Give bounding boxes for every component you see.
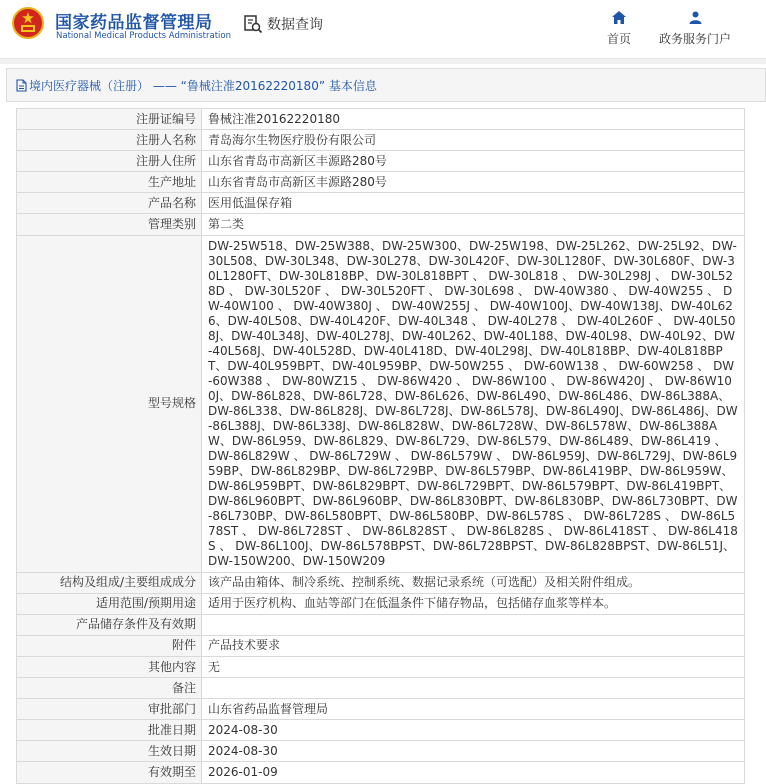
- field-label: 注册人住所: [17, 151, 202, 172]
- table-row: [17, 678, 745, 699]
- field-value: [202, 614, 745, 635]
- breadcrumb: [6, 68, 766, 102]
- table-row: [17, 720, 745, 741]
- table-row: [17, 741, 745, 762]
- field-value: 产品技术要求: [202, 635, 745, 656]
- nav-service-portal[interactable]: [656, 9, 734, 47]
- document-icon: [16, 79, 27, 92]
- table-row: [17, 635, 745, 656]
- data-query-label: 数据查询: [267, 17, 323, 33]
- field-label: 附件: [17, 635, 202, 656]
- data-query-link[interactable]: [243, 14, 323, 34]
- table-row: [17, 572, 745, 593]
- field-label: 适用范围/预期用途: [17, 593, 202, 614]
- table-row: [17, 614, 745, 635]
- field-value: 该产品由箱体、制冷系统、控制系统、数据记录系统（可选配）及相关附件组成。: [202, 572, 745, 593]
- table-row: [17, 193, 745, 214]
- field-label: 生产地址: [17, 172, 202, 193]
- field-value: 2026-01-09: [202, 762, 745, 783]
- field-label: 生效日期: [17, 741, 202, 762]
- field-label: 其他内容: [17, 656, 202, 677]
- national-emblem-icon[interactable]: [12, 6, 44, 40]
- field-label: 有效期至: [17, 762, 202, 783]
- home-icon: [612, 11, 626, 24]
- field-label: 型号规格: [17, 235, 202, 572]
- field-value: 医用低温保存箱: [202, 193, 745, 214]
- field-label: 注册证编号: [17, 109, 202, 130]
- field-value: 适用于医疗机构、血站等部门在低温条件下储存物品，包括储存血浆等样本。: [202, 593, 745, 614]
- table-row: [17, 235, 745, 572]
- field-value: 第二类: [202, 214, 745, 235]
- field-label: 注册人名称: [17, 130, 202, 151]
- nav-portal-label: 政务服务门户: [658, 32, 731, 46]
- field-value: 山东省药品监督管理局: [202, 699, 745, 720]
- field-label: 结构及组成/主要组成成分: [17, 572, 202, 593]
- field-label: 管理类别: [17, 214, 202, 235]
- field-label: 批准日期: [17, 720, 202, 741]
- field-value: 2024-08-30: [202, 720, 745, 741]
- table-row: [17, 130, 745, 151]
- field-value: 鲁械注准20162220180: [202, 109, 745, 130]
- device-info-table: [16, 108, 745, 784]
- model-spec-value: DW-25W518、DW-25W388、DW-25W300、DW-25W198、DW-25L262、DW-25L92、DW-30L508、DW-30L348、DW-30L278、DW-30L420F、DW-30L1280F、DW-30L680F、DW-30L1280FT、DW-30L818BP、DW-30L818BPT 、 DW-30L818 、 DW-30L298J 、 DW-30L528D 、 DW-30L520F 、 DW-30L520FT 、 DW-30L698 、 DW-40W380 、 DW-40W255 、 DW-40W100 、 DW-40W380J 、 DW-40W255J 、 DW-40W100J、DW-40W138J、DW-40L626、DW-40L508、DW-40L420F、DW-40L348 、 DW-40L278 、 DW-40L260F 、 DW-40L508J、DW-40L348J、DW-40L278J、DW-40L262、DW-40L188、DW-40L98、DW-40L92、DW-40L568J、DW-40L528D、DW-40L418D、DW-40L298J、DW-40L818BP、DW-40L818BPT、DW-40L959BPT、DW-40L959BP、DW-50W255 、 DW-60W138 、 DW-60W258 、 DW-60W388 、 DW-80WZ15 、 DW-86W420 、 DW-86W100 、 DW-86W420J 、 DW-86W100J、DW-86L828、DW-86L728、DW-86L626、DW-86L490、DW-86L486、DW-86L388A、DW-86L338、DW-86L828J、DW-86L728J、DW-86L578J、DW-86L490J、DW-86L486J、DW-86L388J、DW-86L338J、DW-86L828W、DW-86L728W、DW-86L578W、DW-86L388AW、DW-86L959、DW-86L829、DW-86L729、DW-86L579、DW-86L489、DW-86L419 、 DW-86L829W 、 DW-86L729W 、 DW-86L579W 、 DW-86L959J、DW-86L729J、DW-86L959BP、DW-86L829BP、DW-86L729BP、DW-86L579BP、DW-86L419BP、DW-86L959W、DW-86L959BPT、DW-86L829BPT、DW-86L729BPT、DW-86L579BPT、DW-86L419BPT、DW-86L960BPT、DW-86L960BP、DW-86L830BPT、DW-86L830BP、DW-86L730BPT、DW-86L730BP、DW-86L580BPT、DW-86L580BP、DW-86L578S 、 DW-86L728S 、 DW-86L578ST 、 DW-86L728ST 、 DW-86L828ST 、 DW-86L828S 、 DW-86L418ST 、 DW-86L418S 、 DW-86L100J、DW-86L578BPST、DW-86L728BPST、DW-86L828BPST、DW-86L51J、DW-150W200、DW-150W209: [202, 235, 745, 572]
- field-value: 青岛海尔生物医疗股份有限公司: [202, 130, 745, 151]
- table-row: [17, 762, 745, 783]
- breadcrumb-text: 境内医疗器械（注册） —— “鲁械注准20162220180” 基本信息: [29, 78, 377, 93]
- field-label: 备注: [17, 678, 202, 699]
- field-label: 产品名称: [17, 193, 202, 214]
- user-icon: [689, 11, 702, 24]
- nav-home[interactable]: [600, 9, 638, 47]
- nav-home-label: 首页: [606, 32, 631, 46]
- table-row: [17, 699, 745, 720]
- search-document-icon: [243, 14, 263, 34]
- table-row: [17, 656, 745, 677]
- table-row: [17, 151, 745, 172]
- field-label: 产品储存条件及有效期: [17, 614, 202, 635]
- table-row: [17, 593, 745, 614]
- table-row: [17, 172, 745, 193]
- site-header: [0, 0, 766, 58]
- field-value: 2024-08-30: [202, 741, 745, 762]
- field-value: 无: [202, 656, 745, 677]
- logo-title-en[interactable]: National Medical Products Administration: [56, 31, 231, 41]
- field-value: 山东省青岛市高新区丰源路280号: [202, 172, 745, 193]
- table-row: [17, 109, 745, 130]
- table-row: [17, 214, 745, 235]
- header-divider: [0, 58, 766, 64]
- field-value: 山东省青岛市高新区丰源路280号: [202, 151, 745, 172]
- logo-title-cn[interactable]: 国家药品监督管理局: [55, 13, 213, 33]
- field-label: 审批部门: [17, 699, 202, 720]
- field-value: [202, 678, 745, 699]
